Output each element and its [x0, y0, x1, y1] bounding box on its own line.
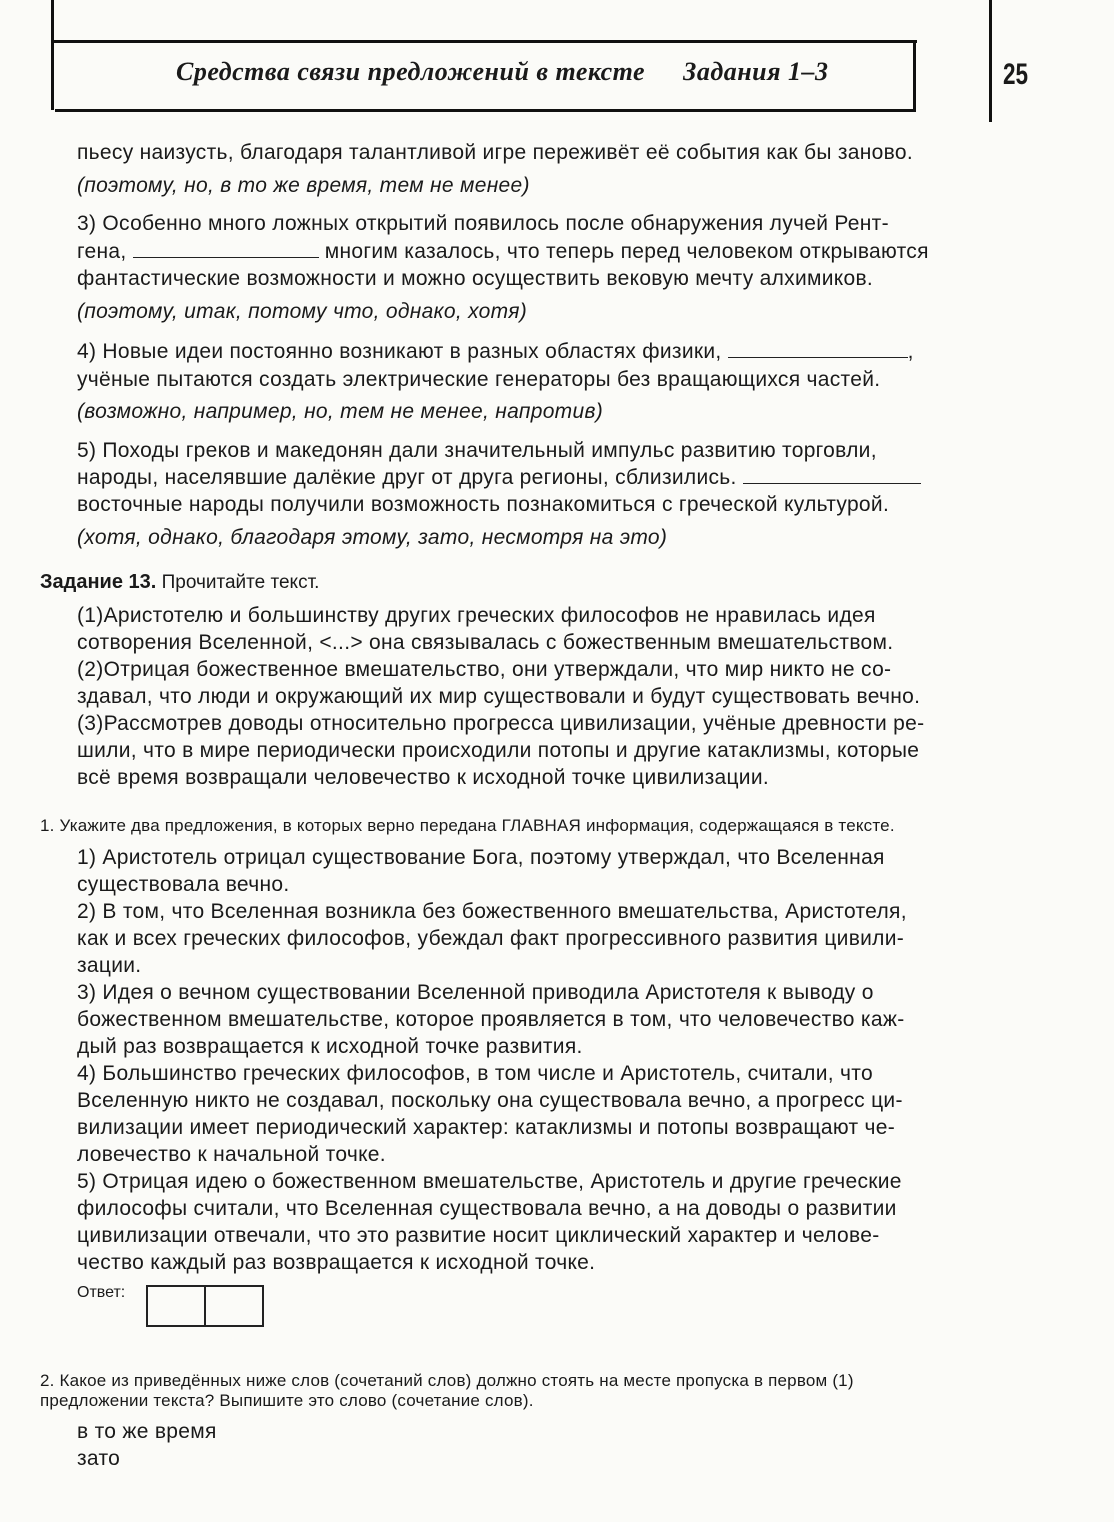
text-line-5: (3)Рассмотрев доводы относительно прогресса цивилизации, учёные древности ре- [77, 712, 925, 735]
page-number: 25 [1003, 58, 1029, 91]
item3-options: (поэтому, итак, потому что, однако, хотя) [77, 300, 528, 323]
text-line-1: (1)Аристотелю и большинству других греческих философов не нравилась идея [77, 604, 876, 627]
q1-option-line-16: чество каждый раз возвращается к исходной точке. [77, 1251, 596, 1274]
choice-1: в то же время [77, 1420, 217, 1443]
q1-option-line-4: как и всех греческих философов, убеждал факт прогрессивного развития цивили- [77, 927, 905, 950]
text-line-2: сотворения Вселенной, <...> она связывалась с божественным вмешательством. [77, 631, 894, 654]
running-header [176, 57, 906, 91]
task13-label: Задание 13. [40, 571, 157, 593]
section-title: Средства связи предложений в тексте [176, 57, 646, 86]
item5-line2-text: народы, населявшие далёкие друг от друга регионы, сблизились. [77, 466, 737, 489]
q1-option-line-3: 2) В том, что Вселенная возникла без божественного вмешательства, Аристотеля, [77, 900, 907, 923]
item3-line3: фантастические возможности и можно осуществить вековую мечту алхимиков. [77, 267, 874, 290]
q1-option-line-12: ловечество к начальной точке. [77, 1143, 386, 1166]
q1-option-line-6: 3) Идея о вечном существовании Вселенной приводила Аристотеля к выводу о [77, 981, 874, 1004]
q1-option-line-10: Вселенную никто не создавал, поскольку она существовала вечно, а прогресс ци- [77, 1089, 903, 1112]
q1-option-line-5: зации. [77, 954, 142, 977]
task13-instruction: Прочитайте текст. [161, 572, 320, 593]
q1-option-line-9: 4) Большинство греческих философов, в том числе и Аристотель, считали, что [77, 1062, 873, 1085]
item5-line2 [77, 464, 921, 491]
text-line-3: (2)Отрицая божественное вмешательство, они утверждали, что мир никто не со- [77, 658, 892, 681]
q1-option-line-8: дый раз возвращается к исходной точке развития. [77, 1035, 583, 1058]
q1-option-line-7: божественном вмешательстве, которое проявляется в том, что человечество каж- [77, 1008, 905, 1031]
question2-line-2: предложении текста? Выпишите это слово (сочетание слов). [40, 1391, 534, 1410]
question1-text: 1. Укажите два предложения, в которых верно передана ГЛАВНАЯ информация, содержащаяся в тексте. [40, 816, 895, 835]
text-line-4: здавал, что люди и окружающий их мир существовали и будут существовать вечно. [77, 685, 921, 708]
item4-options: (возможно, например, но, тем не менее, напротив) [77, 400, 604, 423]
item4-line1-text: 4) Новые идеи постоянно возникают в разных областях физики, [77, 340, 722, 363]
item5-line1: 5) Походы греков и македонян дали значительный импульс развитию торговли, [77, 439, 877, 462]
page-number-rule [989, 0, 992, 122]
item3-line2 [77, 238, 929, 265]
q1-option-line-11: вилизации имеет периодический характер: катаклизмы и потопы возвращают че- [77, 1116, 896, 1139]
item4-line2: учёные пытаются создать электрические генераторы без вращающихся частей. [77, 368, 881, 391]
item3-blank[interactable] [133, 239, 319, 258]
answer-box[interactable] [146, 1285, 264, 1327]
text-line-6: шили, что в мире периодически происходили потопы и другие катаклизмы, которые [77, 739, 920, 762]
item2-line1: пьесу наизусть, благодаря талантливой игре переживёт её события как бы заново. [77, 141, 913, 164]
item5-line3: восточные народы получили возможность познакомиться с греческой культурой. [77, 493, 890, 516]
task13-heading [40, 571, 319, 594]
item5-options: (хотя, однако, благодаря этому, зато, несмотря на это) [77, 526, 668, 549]
item3-line1: 3) Особенно много ложных открытий появилось после обнаружения лучей Рент- [77, 212, 889, 235]
q1-option-line-13: 5) Отрицая идею о божественном вмешательстве, Аристотель и другие греческие [77, 1170, 902, 1193]
item2-options: (поэтому, но, в то же время, тем не менее) [77, 174, 530, 197]
text-line-7: всё время возвращали человечество к исходной точке цивилизации. [77, 766, 770, 789]
item5-blank[interactable] [743, 465, 921, 484]
q1-option-line-14: философы считали, что Вселенная существовала вечно, а на доводы о развитии [77, 1197, 897, 1220]
question2-line-1: 2. Какое из приведённых ниже слов (сочетаний слов) должно стоять на месте пропуска в первом (1) [40, 1371, 854, 1390]
choice-2: зато [77, 1447, 121, 1470]
q1-option-line-15: цивилизации отвечали, что это развитие носит циклический характер и челове- [77, 1224, 880, 1247]
answer-cell-2[interactable] [206, 1287, 262, 1325]
item3-line2-end: многим казалось, что теперь перед человеком открываются [324, 240, 929, 263]
header-frame-left-rule [51, 0, 54, 110]
item4-blank[interactable] [728, 339, 908, 358]
tasks-label: Задания 1–3 [683, 57, 829, 86]
q1-option-line-2: существовала вечно. [77, 873, 290, 896]
q1-option-line-1: 1) Аристотель отрицал существование Бога, поэтому утверждал, что Вселенная [77, 846, 885, 869]
item3-line2-start: гена, [77, 240, 127, 263]
answer-label: Ответ: [77, 1284, 126, 1301]
item4-line1: 4) Новые идеи постоянно возникают в разных областях физики, , [77, 340, 914, 363]
answer-cell-1[interactable] [148, 1287, 206, 1325]
